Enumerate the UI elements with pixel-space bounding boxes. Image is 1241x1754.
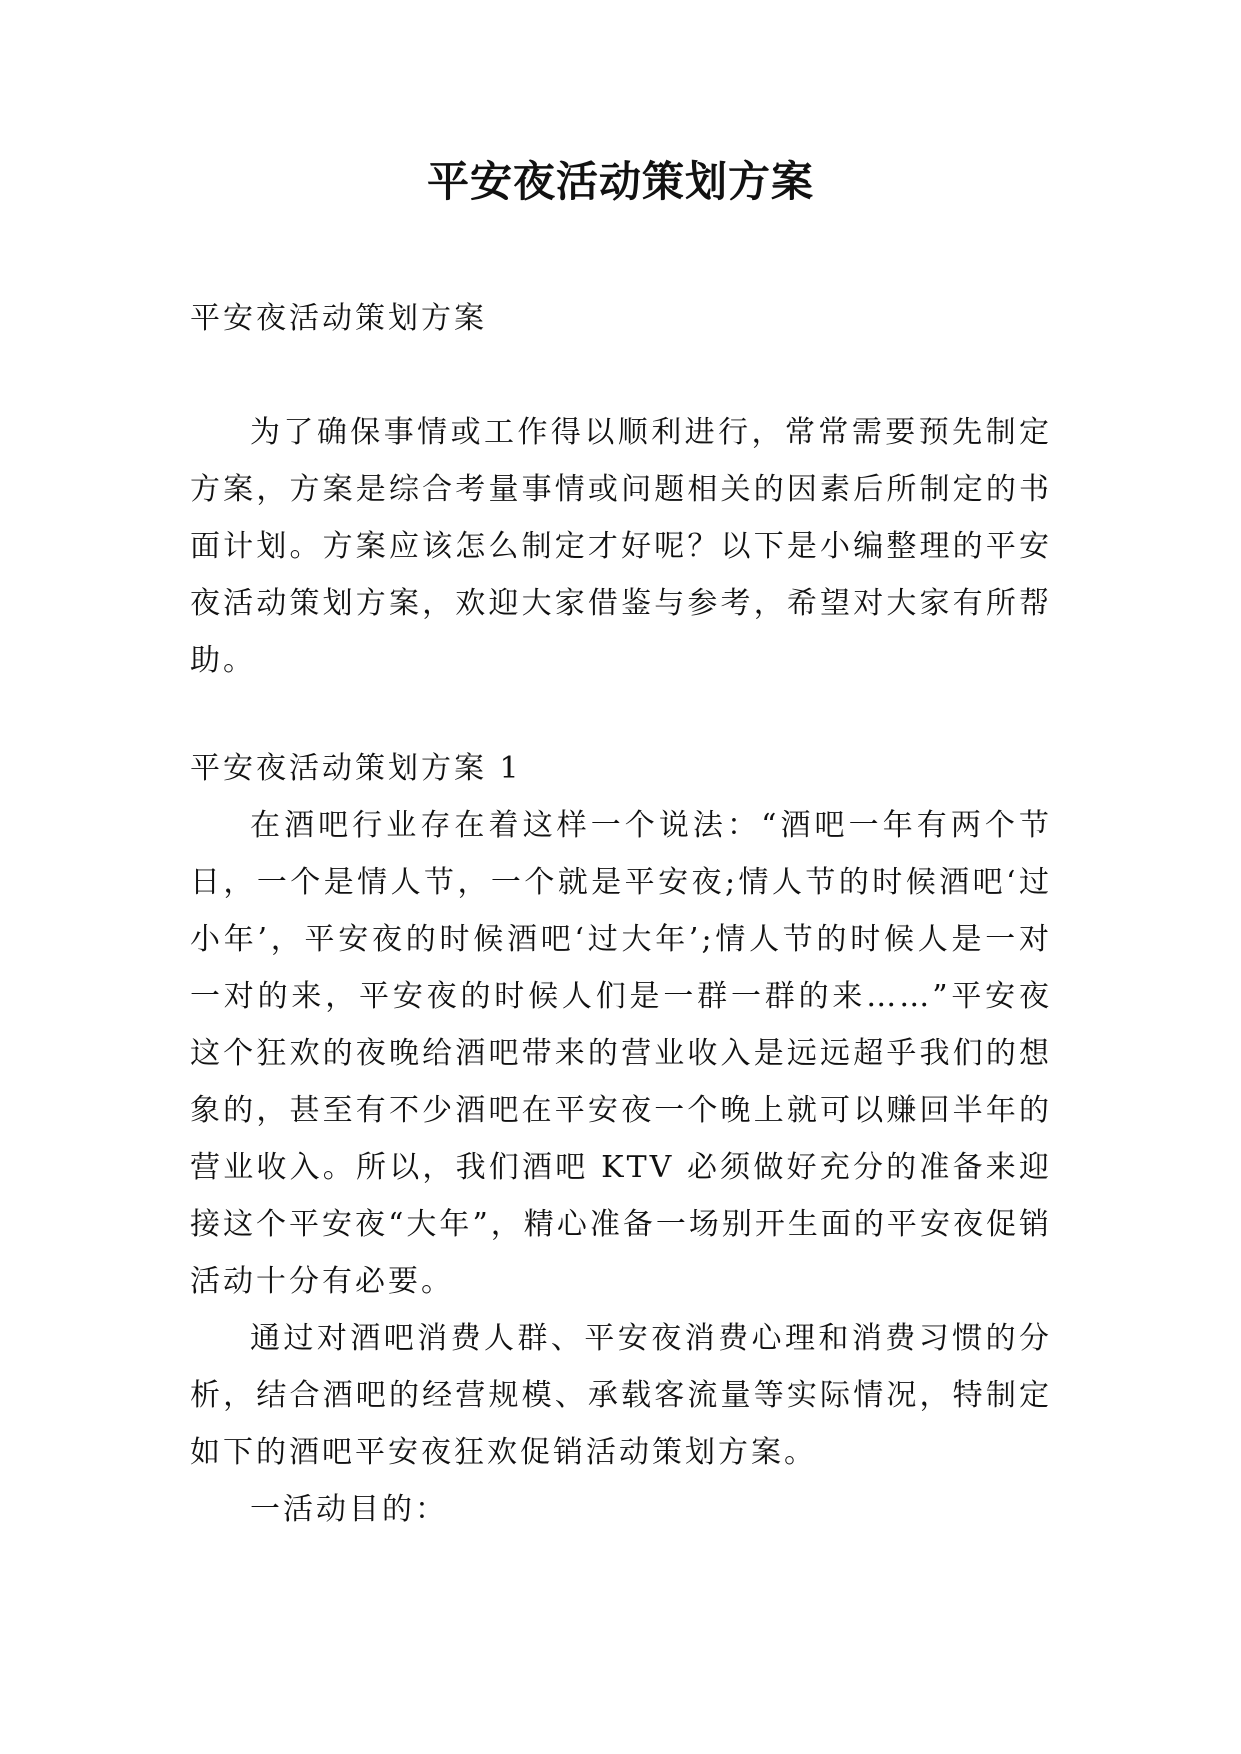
document-subtitle: 平安夜活动策划方案 [190,301,487,336]
list-item-heading: 一活动目的： [250,1492,448,1527]
document-body [190,290,1052,1538]
section-heading: 平安夜活动策划方案 1 [190,751,522,786]
spacer [190,347,1052,404]
intro-paragraph: 为了确保事情或工作得以顺利进行，常常需要预先制定方案，方案是综合考量事情或问题相关的因素后所制定的书面计划。方案应该怎么制定才好呢？以下是小编整理的平安夜活动策划方案，欢迎大家借鉴与参考，希望对大家有所帮助。 [190,415,1052,678]
section-paragraph: 通过对酒吧消费人群、平安夜消费心理和消费习惯的分析，结合酒吧的经营规模、承载客流量等实际情况，特制定如下的酒吧平安夜狂欢促销活动策划方案。 [190,1321,1052,1470]
spacer [190,689,1052,740]
section-paragraph: 在酒吧行业存在着这样一个说法：“酒吧一年有两个节日，一个是情人节，一个就是平安夜;情人节的时候酒吧‘过小年’，平安夜的时候酒吧‘过大年’;情人节的时候人是一对一对的来，平安夜的时候人们是一群一群的来……”平安夜这个狂欢的夜晚给酒吧带来的营业收入是远远超乎我们的想象的，甚至有不少酒吧在平安夜一个晚上就可以赚回半年的营业收入。所以，我们酒吧 KTV 必须做好充分的准备来迎接这个平安夜“大年”，精心准备一场别开生面的平安夜促销活动十分有必要。 [190,808,1052,1299]
document-title: 平安夜活动策划方案 [426,157,814,206]
